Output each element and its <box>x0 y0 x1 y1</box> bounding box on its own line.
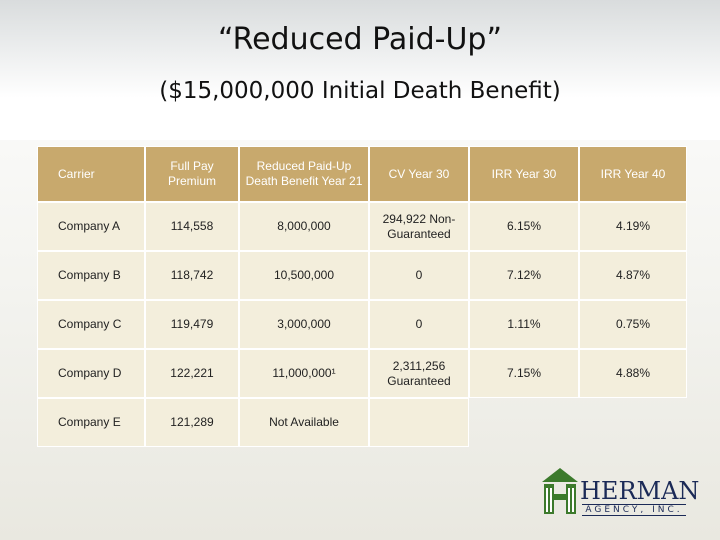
cell-irr-year-40 <box>579 398 687 447</box>
header-cv-year-30: CV Year 30 <box>369 146 469 202</box>
cell-premium: 114,558 <box>145 202 239 251</box>
cell-death-benefit: 3,000,000 <box>239 300 369 349</box>
header-carrier: Carrier <box>37 146 145 202</box>
cell-cv-year-30: 2,311,256 Guaranteed <box>369 349 469 398</box>
cell-death-benefit: 8,000,000 <box>239 202 369 251</box>
cell-irr-year-30: 7.15% <box>469 349 579 398</box>
cell-death-benefit: 10,500,000 <box>239 251 369 300</box>
cell-cv-year-30: 0 <box>369 251 469 300</box>
logo-name: HERMAN <box>580 477 700 505</box>
logo-subtitle: AGENCY, INC. <box>582 504 686 516</box>
cell-irr-year-40: 4.87% <box>579 251 687 300</box>
cell-cv-year-30 <box>369 398 469 447</box>
cell-irr-year-30: 1.11% <box>469 300 579 349</box>
title-area <box>0 0 720 140</box>
cell-irr-year-30: 6.15% <box>469 202 579 251</box>
comparison-table <box>37 146 687 447</box>
header-row <box>37 146 687 202</box>
cell-carrier: Company D <box>37 349 145 398</box>
cell-premium: 122,221 <box>145 349 239 398</box>
header-reduced-paid-up-death-benefit: Reduced Paid-Up Death Benefit Year 21 <box>239 146 369 202</box>
cell-death-benefit: 11,000,000¹ <box>239 349 369 398</box>
cell-premium: 119,479 <box>145 300 239 349</box>
table-row <box>37 202 687 251</box>
cell-cv-year-30: 0 <box>369 300 469 349</box>
table-row <box>37 251 687 300</box>
cell-death-benefit: Not Available <box>239 398 369 447</box>
table-row <box>37 398 687 447</box>
cell-irr-year-40: 0.75% <box>579 300 687 349</box>
header-irr-year-40: IRR Year 40 <box>579 146 687 202</box>
cell-carrier: Company A <box>37 202 145 251</box>
cell-irr-year-30: 7.12% <box>469 251 579 300</box>
cell-carrier: Company B <box>37 251 145 300</box>
slide-subtitle: ($15,000,000 Initial Death Benefit) <box>159 78 561 104</box>
slide-title: “Reduced Paid-Up” <box>217 22 503 57</box>
header-irr-year-30: IRR Year 30 <box>469 146 579 202</box>
cell-irr-year-30 <box>469 398 579 447</box>
herman-logo-mark-icon <box>540 466 580 516</box>
table-row <box>37 349 687 398</box>
cell-carrier: Company C <box>37 300 145 349</box>
cell-irr-year-40: 4.88% <box>579 349 687 398</box>
table-row <box>37 300 687 349</box>
cell-cv-year-30: 294,922 Non-Guaranteed <box>369 202 469 251</box>
header-full-pay-premium: Full Pay Premium <box>145 146 239 202</box>
cell-carrier: Company E <box>37 398 145 447</box>
herman-agency-logo <box>540 464 700 520</box>
cell-premium: 118,742 <box>145 251 239 300</box>
cell-irr-year-40: 4.19% <box>579 202 687 251</box>
cell-premium: 121,289 <box>145 398 239 447</box>
